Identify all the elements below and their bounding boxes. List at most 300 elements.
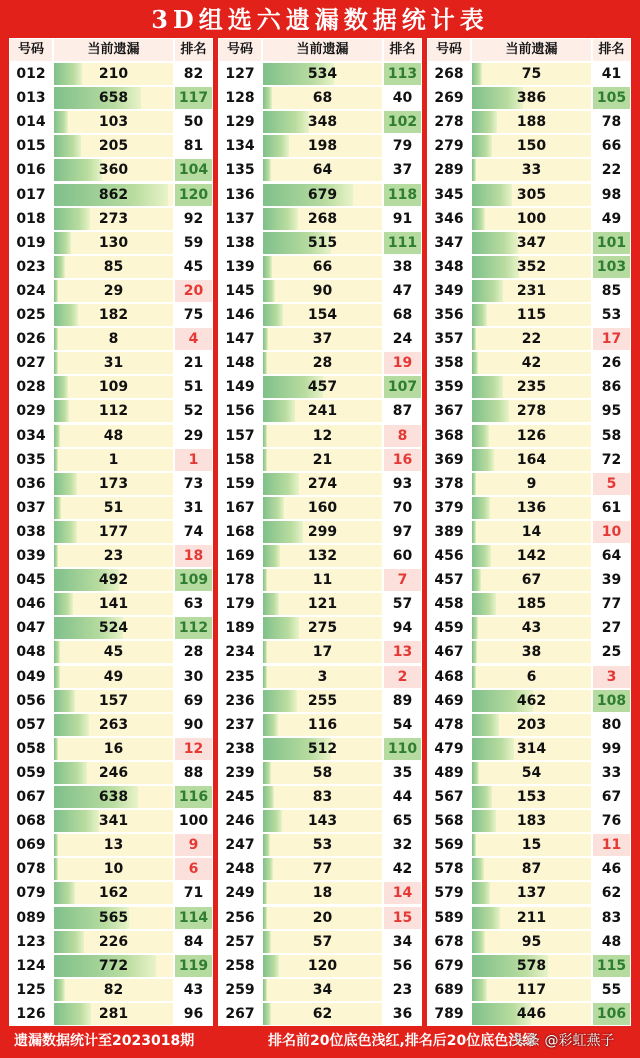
row-rank: 71 (175, 882, 212, 904)
row-code: 289 (428, 159, 470, 181)
row-value-cell (54, 858, 173, 880)
row-value: 153 (516, 789, 547, 806)
row-value: 37 (312, 331, 333, 348)
row-value-cell (54, 328, 173, 350)
table-row (9, 616, 213, 640)
row-rank: 65 (384, 810, 421, 832)
value-bar (263, 208, 298, 230)
table-row (218, 303, 422, 327)
value-bar (472, 738, 514, 760)
row-value: 141 (98, 596, 129, 613)
row-rank: 78 (593, 111, 630, 133)
row-code: 169 (219, 545, 261, 567)
table-row (427, 399, 631, 423)
table-row (218, 86, 422, 110)
row-value: 12 (312, 427, 333, 444)
value-bar (263, 834, 270, 856)
row-rank: 11 (593, 834, 630, 856)
row-value-cell (54, 931, 173, 953)
row-value-cell (54, 208, 173, 230)
table-row (427, 303, 631, 327)
row-value-cell (472, 63, 591, 85)
row-value-cell (472, 617, 591, 639)
row-rank: 29 (175, 425, 212, 447)
row-rank: 106 (593, 1003, 630, 1025)
row-rank: 112 (175, 617, 212, 639)
row-value-cell (472, 328, 591, 350)
row-value: 90 (312, 282, 333, 299)
table-row (218, 978, 422, 1002)
row-value-cell (263, 738, 382, 760)
row-value-cell (263, 400, 382, 422)
row-value: 210 (98, 66, 129, 83)
row-rank: 75 (175, 304, 212, 326)
value-bar (263, 617, 299, 639)
value-bar (472, 907, 500, 929)
row-rank: 98 (593, 184, 630, 206)
row-code: 349 (428, 280, 470, 302)
table-row (427, 809, 631, 833)
row-value: 524 (98, 620, 129, 637)
row-code: 238 (219, 738, 261, 760)
row-code: 789 (428, 1003, 470, 1025)
table-row (9, 62, 213, 86)
row-value-cell (54, 907, 173, 929)
row-value-cell (263, 449, 382, 471)
value-bar (472, 545, 491, 567)
row-rank: 103 (593, 256, 630, 278)
row-value-cell (472, 979, 591, 1001)
table-row (427, 978, 631, 1002)
row-value: 132 (307, 548, 338, 565)
value-bar (54, 497, 61, 519)
row-value-cell (54, 111, 173, 133)
row-value-cell (263, 135, 382, 157)
row-value: 203 (516, 716, 547, 733)
row-value: 48 (103, 427, 124, 444)
row-code: 147 (219, 328, 261, 350)
row-value-cell (263, 63, 382, 85)
row-rank: 46 (593, 858, 630, 880)
row-code: 689 (428, 979, 470, 1001)
table-row (427, 640, 631, 664)
table-row (427, 906, 631, 930)
row-code: 167 (219, 497, 261, 519)
value-bar (54, 762, 87, 784)
row-code: 149 (219, 376, 261, 398)
value-bar (263, 328, 268, 350)
row-value: 177 (98, 523, 129, 540)
row-value-cell (54, 473, 173, 495)
row-rank: 7 (384, 569, 421, 591)
row-code: 048 (10, 641, 52, 663)
row-value: 95 (521, 933, 542, 950)
row-value: 274 (307, 475, 338, 492)
row-value-cell (263, 304, 382, 326)
row-value: 658 (98, 90, 129, 107)
row-value-cell (263, 87, 382, 109)
row-value-cell (54, 184, 173, 206)
row-code: 369 (428, 449, 470, 471)
value-bar (472, 280, 503, 302)
row-value: 115 (516, 307, 547, 324)
row-value: 38 (521, 644, 542, 661)
row-value-cell (472, 907, 591, 929)
row-value-cell (54, 400, 173, 422)
header-rank: 排名 (593, 39, 630, 61)
value-bar (54, 63, 82, 85)
row-code: 256 (219, 907, 261, 929)
row-code: 578 (428, 858, 470, 880)
table-group-3 (427, 38, 631, 1026)
row-value: 82 (103, 981, 124, 998)
row-code: 236 (219, 690, 261, 712)
row-value-cell (263, 617, 382, 639)
row-code: 068 (10, 810, 52, 832)
row-rank: 89 (384, 690, 421, 712)
table-row (9, 327, 213, 351)
row-code: 457 (428, 569, 470, 591)
value-bar (54, 111, 68, 133)
row-rank: 9 (175, 834, 212, 856)
value-bar (54, 232, 71, 254)
row-code: 258 (219, 955, 261, 977)
row-value-cell (54, 425, 173, 447)
row-code: 028 (10, 376, 52, 398)
row-value-cell (54, 521, 173, 543)
row-value: 23 (103, 548, 124, 565)
row-rank: 20 (175, 280, 212, 302)
row-rank: 1 (175, 449, 212, 471)
value-bar (472, 666, 476, 688)
row-value: 198 (307, 138, 338, 155)
row-code: 139 (219, 256, 261, 278)
row-value-cell (263, 666, 382, 688)
table-row (218, 930, 422, 954)
row-rank: 84 (175, 931, 212, 953)
table-row (218, 255, 422, 279)
row-rank: 50 (175, 111, 212, 133)
row-value-cell (472, 352, 591, 374)
row-code: 278 (428, 111, 470, 133)
row-rank: 120 (175, 184, 212, 206)
row-value-cell (472, 87, 591, 109)
value-bar (472, 931, 485, 953)
value-bar (472, 376, 503, 398)
row-code: 012 (10, 63, 52, 85)
table-row (9, 592, 213, 616)
row-value: 305 (516, 186, 547, 203)
row-value: 862 (98, 186, 129, 203)
row-value: 28 (312, 355, 333, 372)
row-value: 20 (312, 909, 333, 926)
table-row (427, 689, 631, 713)
row-value-cell (472, 569, 591, 591)
row-rank: 114 (175, 907, 212, 929)
row-value: 164 (516, 451, 547, 468)
row-value: 87 (521, 861, 542, 878)
row-rank: 77 (593, 593, 630, 615)
row-value: 492 (98, 572, 129, 589)
row-value-cell (472, 135, 591, 157)
row-code: 079 (10, 882, 52, 904)
row-value-cell (263, 810, 382, 832)
row-code: 129 (219, 111, 261, 133)
row-code: 389 (428, 521, 470, 543)
value-bar (472, 593, 496, 615)
table-row (218, 110, 422, 134)
value-bar (472, 762, 479, 784)
value-bar (54, 280, 58, 302)
row-code: 025 (10, 304, 52, 326)
table-row (427, 448, 631, 472)
table-row (9, 134, 213, 158)
row-code: 016 (10, 159, 52, 181)
row-value-cell (472, 280, 591, 302)
row-value: 578 (516, 957, 547, 974)
row-value-cell (472, 738, 591, 760)
row-value-cell (472, 304, 591, 326)
row-value-cell (54, 87, 173, 109)
row-code: 378 (428, 473, 470, 495)
row-rank: 109 (175, 569, 212, 591)
row-code: 458 (428, 593, 470, 615)
table-row (9, 713, 213, 737)
table-row (427, 110, 631, 134)
table-row (218, 62, 422, 86)
row-code: 178 (219, 569, 261, 591)
row-rank: 13 (384, 641, 421, 663)
table-row (427, 954, 631, 978)
row-value-cell (472, 521, 591, 543)
row-value: 43 (521, 620, 542, 637)
table-row (218, 327, 422, 351)
row-value: 64 (312, 162, 333, 179)
row-value-cell (263, 593, 382, 615)
row-value-cell (54, 666, 173, 688)
row-value-cell (263, 280, 382, 302)
row-value-cell (472, 834, 591, 856)
row-rank: 17 (593, 328, 630, 350)
row-rank: 70 (384, 497, 421, 519)
row-value-cell (472, 376, 591, 398)
value-bar (263, 280, 275, 302)
value-bar (472, 184, 512, 206)
row-value: 120 (307, 957, 338, 974)
table-row (218, 761, 422, 785)
table-row (9, 568, 213, 592)
row-code: 046 (10, 593, 52, 615)
table-row (427, 375, 631, 399)
value-bar (472, 352, 478, 374)
table-row (9, 448, 213, 472)
row-rank: 23 (384, 979, 421, 1001)
row-rank: 45 (175, 256, 212, 278)
row-rank: 27 (593, 617, 630, 639)
value-bar (54, 400, 69, 422)
row-rank: 100 (175, 810, 212, 832)
row-rank: 81 (175, 135, 212, 157)
row-rank: 111 (384, 232, 421, 254)
table-row (218, 351, 422, 375)
row-value: 103 (98, 114, 129, 131)
value-bar (472, 328, 476, 350)
row-rank: 72 (593, 449, 630, 471)
row-value: 341 (98, 813, 129, 830)
row-rank: 102 (384, 111, 421, 133)
row-rank: 94 (384, 617, 421, 639)
row-code: 356 (428, 304, 470, 326)
row-value: 21 (312, 451, 333, 468)
value-bar (472, 882, 490, 904)
row-rank: 101 (593, 232, 630, 254)
value-bar (54, 449, 58, 471)
table-row (9, 375, 213, 399)
row-code: 126 (10, 1003, 52, 1025)
row-rank: 33 (593, 762, 630, 784)
table-row (427, 592, 631, 616)
row-value: 772 (98, 957, 129, 974)
row-code: 015 (10, 135, 52, 157)
row-code: 128 (219, 87, 261, 109)
value-bar (263, 425, 267, 447)
table-row (218, 424, 422, 448)
table-group-1 (9, 38, 213, 1026)
row-rank: 68 (384, 304, 421, 326)
row-code: 135 (219, 159, 261, 181)
header-value: 当前遗漏 (263, 39, 382, 61)
table-row (9, 158, 213, 182)
row-value: 9 (526, 475, 537, 492)
row-value-cell (263, 786, 382, 808)
value-bar (263, 762, 271, 784)
row-value: 185 (516, 596, 547, 613)
row-code: 059 (10, 762, 52, 784)
row-rank: 53 (593, 304, 630, 326)
row-value-cell (472, 232, 591, 254)
row-code: 267 (219, 1003, 261, 1025)
row-value: 66 (312, 258, 333, 275)
row-rank: 14 (384, 882, 421, 904)
row-rank: 62 (593, 882, 630, 904)
table-row (9, 785, 213, 809)
row-rank: 74 (175, 521, 212, 543)
row-code: 567 (428, 786, 470, 808)
row-rank: 43 (175, 979, 212, 1001)
row-code: 235 (219, 666, 261, 688)
row-value: 150 (516, 138, 547, 155)
row-code: 038 (10, 521, 52, 543)
row-value: 348 (307, 114, 338, 131)
page-title: 3D组选六遗漏数据统计表 (151, 5, 489, 34)
table-row (9, 1002, 213, 1026)
row-value-cell (263, 352, 382, 374)
table-row (218, 689, 422, 713)
row-value: 638 (98, 789, 129, 806)
value-bar (54, 135, 81, 157)
row-code: 023 (10, 256, 52, 278)
table-row (9, 255, 213, 279)
value-bar (472, 979, 487, 1001)
row-value-cell (472, 762, 591, 784)
row-rank: 36 (384, 1003, 421, 1025)
row-code: 035 (10, 449, 52, 471)
header-value: 当前遗漏 (472, 39, 591, 61)
row-value: 446 (516, 1005, 547, 1022)
value-bar (263, 352, 267, 374)
value-bar (54, 159, 102, 181)
row-rank: 105 (593, 87, 630, 109)
row-value-cell (54, 545, 173, 567)
row-rank: 55 (593, 979, 630, 1001)
row-rank: 5 (593, 473, 630, 495)
table-row (427, 713, 631, 737)
table-row (9, 930, 213, 954)
table-row (427, 86, 631, 110)
row-rank: 88 (175, 762, 212, 784)
row-code: 145 (219, 280, 261, 302)
row-value: 512 (307, 740, 338, 757)
row-rank: 8 (384, 425, 421, 447)
row-value-cell (263, 762, 382, 784)
table-row (427, 665, 631, 689)
value-bar (472, 159, 476, 181)
row-rank: 35 (384, 762, 421, 784)
row-code: 189 (219, 617, 261, 639)
row-value-cell (263, 159, 382, 181)
row-rank: 80 (593, 714, 630, 736)
value-bar (263, 979, 267, 1001)
row-rank: 21 (175, 352, 212, 374)
row-rank: 15 (384, 907, 421, 929)
row-value-cell (472, 497, 591, 519)
row-code: 367 (428, 400, 470, 422)
row-value-cell (472, 159, 591, 181)
row-rank: 39 (593, 569, 630, 591)
row-code: 246 (219, 810, 261, 832)
row-value-cell (472, 955, 591, 977)
table-row (427, 737, 631, 761)
row-value: 42 (521, 355, 542, 372)
row-value: 211 (516, 909, 547, 926)
value-bar (54, 521, 77, 543)
value-bar (54, 593, 73, 615)
row-code: 245 (219, 786, 261, 808)
value-bar (263, 111, 309, 133)
table-row (9, 86, 213, 110)
row-value-cell (263, 376, 382, 398)
row-value: 183 (516, 813, 547, 830)
row-code: 017 (10, 184, 52, 206)
table-row (427, 1002, 631, 1026)
row-value: 77 (312, 861, 333, 878)
value-bar (472, 473, 476, 495)
row-value: 173 (98, 475, 129, 492)
table-row (218, 665, 422, 689)
row-value-cell (472, 810, 591, 832)
value-bar (54, 810, 99, 832)
table-header (9, 38, 213, 62)
row-rank: 113 (384, 63, 421, 85)
row-rank: 99 (593, 738, 630, 760)
row-value-cell (263, 690, 382, 712)
value-bar (263, 473, 299, 495)
table-row (218, 448, 422, 472)
row-value: 31 (103, 355, 124, 372)
row-value: 226 (98, 933, 129, 950)
row-value-cell (263, 569, 382, 591)
value-bar (54, 931, 84, 953)
